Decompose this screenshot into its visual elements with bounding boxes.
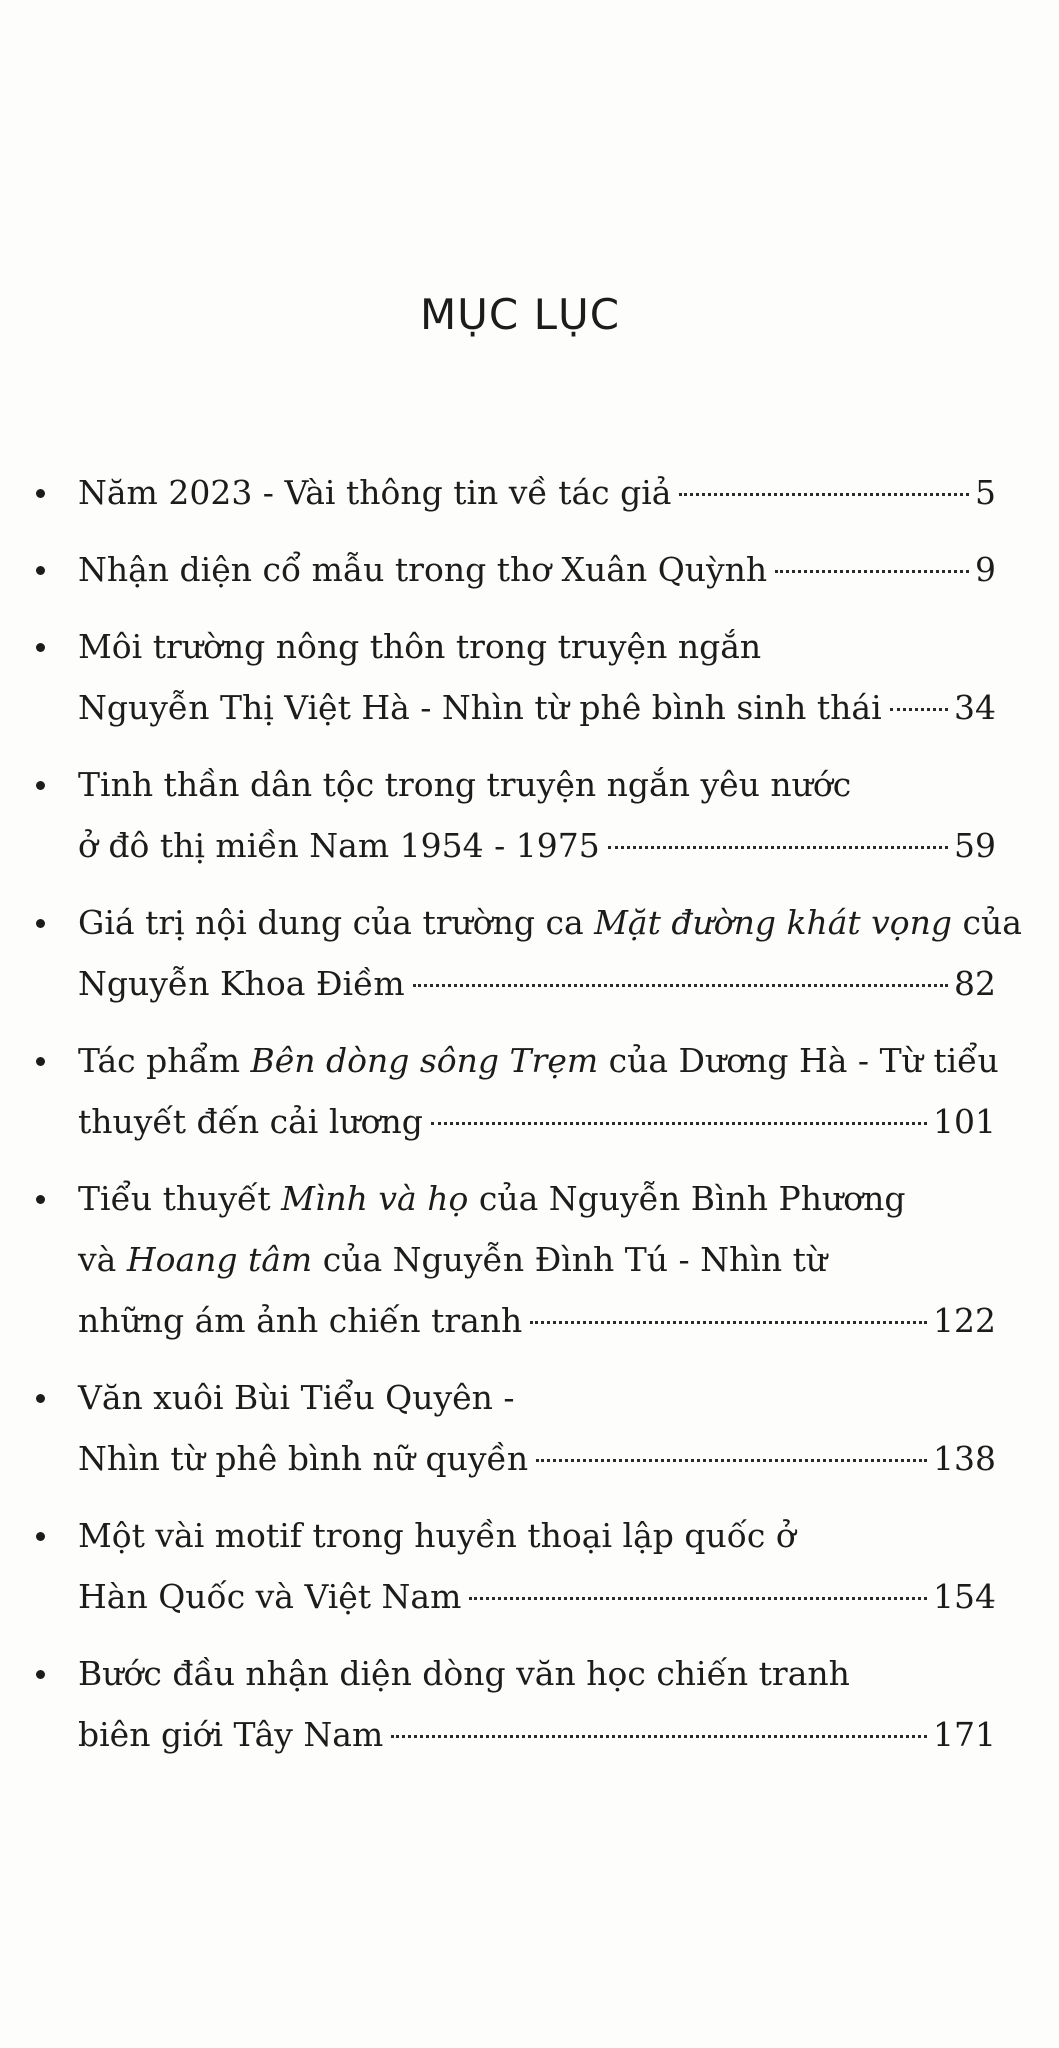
toc-entry-text: [78, 1704, 383, 1765]
text-segment: Tinh thần dân tộc trong truyện ngắn yêu nước: [78, 765, 852, 804]
dot-leader: [530, 1321, 927, 1324]
work-title: Mặt đường khát vọng: [594, 903, 953, 942]
toc-entry: [34, 1643, 996, 1765]
toc-entry-text: [78, 539, 767, 600]
toc-entry-text: [78, 627, 761, 666]
bullet-icon: [36, 1057, 45, 1066]
toc-entry: [34, 1168, 996, 1351]
toc-entry-line: [78, 462, 996, 523]
toc-entry-line: [78, 892, 1022, 953]
toc-entry-text: [78, 1179, 905, 1218]
toc-entry: [34, 754, 996, 876]
page-number: 9: [975, 550, 996, 589]
text-segment: Nguyễn Khoa Điềm: [78, 964, 405, 1003]
bullet-icon: [36, 643, 45, 652]
toc-entry-text: [78, 1516, 796, 1555]
toc-entry-line: [78, 1168, 996, 1229]
toc-entry-line: [78, 953, 996, 1014]
toc-entry: [34, 1367, 996, 1489]
page-number: 82: [954, 964, 996, 1003]
toc-entry-line: [78, 1290, 996, 1351]
toc-entry: [34, 462, 996, 523]
text-segment: Giá trị nội dung của trường ca: [78, 903, 595, 942]
page-number: 154: [933, 1577, 996, 1616]
text-segment: Nguyễn Thị Việt Hà - Nhìn từ phê bình sinh thái: [78, 688, 882, 727]
toc-entry: [34, 539, 996, 600]
dot-leader: [536, 1459, 927, 1462]
toc-entry-line: [78, 1704, 996, 1765]
text-segment: Hàn Quốc và Việt Nam: [78, 1577, 462, 1616]
text-segment: Tác phẩm: [78, 1041, 251, 1080]
page-number: 34: [954, 688, 996, 727]
text-segment: Bước đầu nhận diện dòng văn học chiến tranh: [78, 1654, 850, 1693]
page-title: MỤC LỤC: [419, 290, 621, 339]
toc-entry-text: [78, 1091, 423, 1152]
toc-entry-text: [78, 1041, 999, 1080]
text-segment: Môi trường nông thôn trong truyện ngắn: [78, 627, 762, 666]
text-segment: những ám ảnh chiến tranh: [78, 1301, 523, 1340]
toc-entry-line: [78, 754, 996, 815]
page-number: 5: [975, 473, 996, 512]
page-number: 138: [933, 1439, 996, 1478]
text-segment: và: [78, 1240, 127, 1279]
dot-leader: [890, 708, 948, 711]
toc-entry-text: [78, 1378, 515, 1417]
dot-leader: [469, 1597, 927, 1600]
toc-entry-text: [78, 1290, 522, 1351]
toc-list: [34, 462, 1022, 1781]
dot-leader: [775, 570, 969, 573]
bullet-icon: [36, 1532, 45, 1541]
text-segment: biên giới Tây Nam: [78, 1715, 384, 1754]
text-segment: Văn xuôi Bùi Tiểu Quyên -: [78, 1378, 515, 1417]
text-segment: Một vài motif trong huyền thoại lập quốc ở: [78, 1516, 796, 1555]
page-number: 122: [933, 1301, 996, 1340]
bullet-icon: [36, 919, 45, 928]
text-segment: Nhận diện cổ mẫu trong thơ Xuân Quỳnh: [78, 550, 768, 589]
page-number: 101: [933, 1102, 996, 1141]
text-segment: ở đô thị miền Nam 1954 - 1975: [78, 826, 600, 865]
bullet-icon: [36, 781, 45, 790]
toc-entry-line: [78, 616, 996, 677]
toc-entry-line: [78, 1030, 999, 1091]
toc-entry-line: [78, 677, 996, 738]
toc-entry-line: [78, 815, 996, 876]
toc-entry: [34, 616, 996, 738]
toc-entry-text: [78, 677, 882, 738]
text-segment: thuyết đến cải lương: [78, 1102, 423, 1141]
bullet-icon: [36, 489, 45, 498]
dot-leader: [431, 1122, 927, 1125]
toc-entry-line: [78, 539, 996, 600]
bullet-icon: [36, 1670, 45, 1679]
dot-leader: [608, 846, 948, 849]
toc-entry-line: [78, 1643, 996, 1704]
toc-entry: [34, 1505, 996, 1627]
bullet-icon: [36, 1195, 45, 1204]
toc-entry: [34, 892, 1022, 1014]
text-segment: Nhìn từ phê bình nữ quyền: [78, 1439, 529, 1478]
toc-entry-line: [78, 1091, 996, 1152]
bullet-icon: [36, 566, 45, 575]
dot-leader: [679, 493, 969, 496]
toc-entry-line: [78, 1505, 996, 1566]
toc-entry-line: [78, 1566, 996, 1627]
text-segment: của Nguyễn Bình Phương: [468, 1179, 906, 1218]
toc-entry-text: [78, 903, 1022, 942]
toc-entry-text: [78, 1654, 850, 1693]
toc-entry: [34, 1030, 999, 1152]
toc-entry-text: [78, 815, 600, 876]
toc-entry-text: [78, 462, 671, 523]
toc-entry-line: [78, 1367, 996, 1428]
page-number: 171: [933, 1715, 996, 1754]
toc-entry-text: [78, 765, 851, 804]
toc-entry-text: [78, 1566, 461, 1627]
work-title: Hoang tâm: [126, 1240, 313, 1279]
text-segment: Tiểu thuyết: [78, 1179, 282, 1218]
bullet-icon: [36, 1394, 45, 1403]
dot-leader: [413, 984, 948, 987]
text-segment: Năm 2023 - Vài thông tin về tác giả: [78, 473, 672, 512]
text-segment: của Dương Hà - Từ tiểu: [598, 1041, 999, 1080]
dot-leader: [391, 1735, 927, 1738]
toc-entry-text: [78, 953, 405, 1014]
text-segment: của: [952, 903, 1022, 942]
work-title: Bên dòng sông Trẹm: [250, 1041, 599, 1080]
toc-entry-text: [78, 1428, 528, 1489]
text-segment: của Nguyễn Đình Tú - Nhìn từ: [312, 1240, 828, 1279]
work-title: Mình và họ: [281, 1179, 469, 1218]
page-number: 59: [954, 826, 996, 865]
toc-entry-text: [78, 1240, 827, 1279]
toc-entry-line: [78, 1229, 996, 1290]
toc-entry-line: [78, 1428, 996, 1489]
